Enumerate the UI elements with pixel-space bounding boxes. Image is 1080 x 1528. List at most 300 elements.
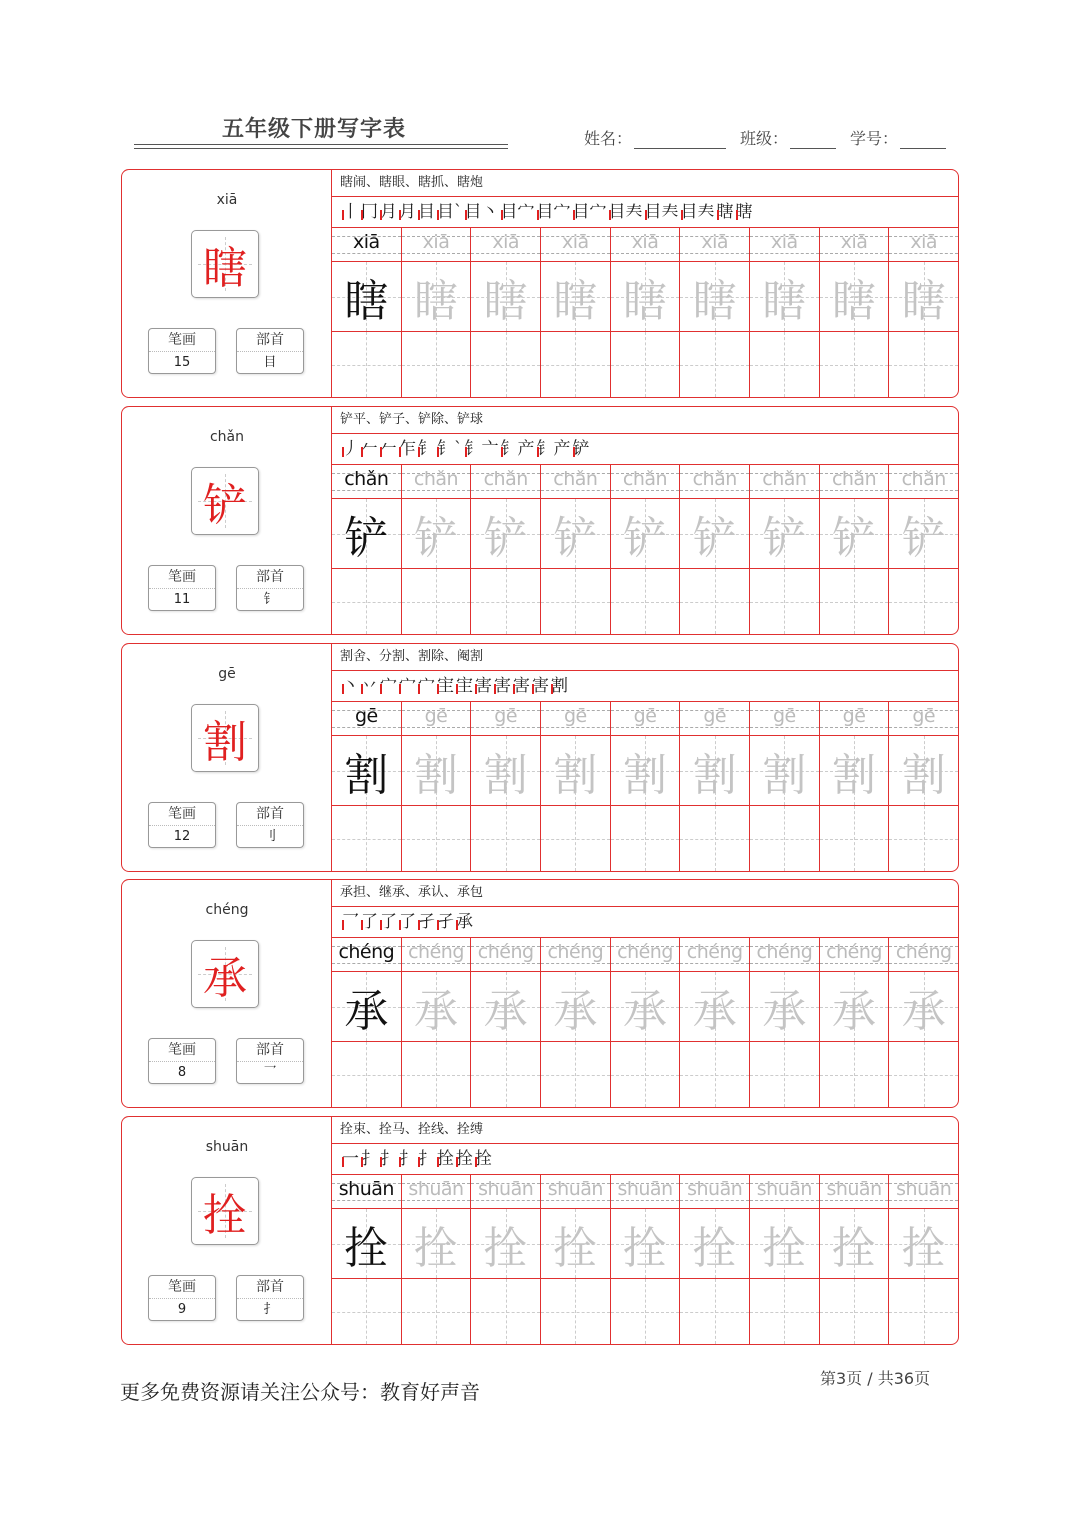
blank-practice-cell[interactable]	[750, 1279, 819, 1344]
character-trace: 铲	[414, 512, 458, 564]
character-practice-cell[interactable]	[889, 736, 958, 806]
character-display-box	[191, 704, 259, 772]
character-practice-cell[interactable]	[680, 1209, 749, 1279]
blank-practice-cell[interactable]	[332, 1042, 401, 1107]
pinyin-practice-cell[interactable]	[402, 1175, 471, 1209]
character-practice-cell[interactable]	[402, 262, 471, 332]
pinyin-trace: chéng	[408, 941, 464, 963]
pinyin-trace: gē	[772, 705, 796, 727]
class-blank[interactable]	[790, 128, 836, 149]
pinyin-practice-cell[interactable]	[541, 465, 610, 499]
pinyin-practice-cell[interactable]	[611, 702, 680, 736]
character-model: 承	[344, 985, 389, 1037]
pinyin-practice-cell[interactable]	[332, 1175, 401, 1209]
blank-practice-cell[interactable]	[750, 806, 819, 871]
stroke-order-step: 目𡗗	[608, 202, 643, 222]
character-practice-cell[interactable]	[611, 499, 680, 569]
character-practice-cell[interactable]	[541, 262, 610, 332]
character-practice-cell[interactable]	[889, 972, 958, 1042]
stroke-order-step: 瞎	[735, 202, 753, 222]
character-trace: 瞎	[901, 275, 946, 327]
pinyin-practice-cell[interactable]	[889, 702, 958, 736]
practice-grid	[332, 1175, 958, 1344]
stroke-count-box	[148, 1275, 216, 1321]
character-trace: 承	[414, 985, 458, 1037]
character-practice-cell[interactable]	[750, 736, 819, 806]
blank-practice-cell[interactable]	[889, 569, 958, 634]
practice-column	[541, 938, 611, 1107]
character-practice-cell[interactable]	[402, 499, 471, 569]
blank-practice-cell[interactable]	[611, 569, 680, 634]
name-field[interactable]	[584, 126, 740, 149]
pinyin-practice-cell[interactable]	[680, 938, 749, 972]
stroke-count-label: 笔画	[149, 803, 215, 826]
character-practice-cell[interactable]	[541, 972, 610, 1042]
stroke-order-step: 扌	[380, 1149, 397, 1169]
character-trace: 拴	[762, 1222, 807, 1274]
page-title: 五年级下册写字表	[222, 117, 407, 142]
stroke-order-step: 拴	[456, 1149, 473, 1169]
stroke-order-step: 害	[532, 676, 549, 696]
blank-practice-cell[interactable]	[680, 569, 749, 634]
character-trace: 铲	[762, 512, 807, 564]
blank-practice-cell[interactable]	[541, 1042, 610, 1107]
character-practice-cell[interactable]	[332, 736, 401, 806]
practice-column	[611, 938, 681, 1107]
practice-panel	[332, 644, 958, 871]
practice-column	[889, 1175, 958, 1344]
stroke-order-step: 扌	[418, 1149, 435, 1169]
stroke-order-step: 拴	[437, 1149, 454, 1169]
character-card	[121, 1116, 959, 1345]
stroke-order-step: 害	[494, 676, 511, 696]
radical-box	[236, 1038, 304, 1084]
pinyin-practice-cell[interactable]	[680, 702, 749, 736]
stroke-order-row	[332, 907, 958, 938]
character-practice-cell[interactable]	[750, 262, 819, 332]
blank-practice-cell[interactable]	[332, 332, 401, 397]
blank-practice-cell[interactable]	[541, 332, 610, 397]
pinyin-practice-cell[interactable]	[611, 938, 680, 972]
blank-practice-cell[interactable]	[332, 1279, 401, 1344]
practice-column	[820, 228, 890, 397]
character-model: 铲	[344, 512, 389, 564]
practice-column	[541, 465, 611, 634]
practice-column	[889, 465, 958, 634]
pinyin-practice-cell[interactable]	[332, 228, 401, 262]
character-glyph: 承	[203, 953, 247, 1004]
practice-column	[820, 1175, 890, 1344]
blank-practice-cell[interactable]	[680, 1279, 749, 1344]
stroke-order-step: 冂	[361, 202, 378, 222]
pinyin-practice-cell[interactable]	[611, 228, 680, 262]
student-number-blank[interactable]	[900, 128, 946, 149]
blank-practice-cell[interactable]	[541, 806, 610, 871]
practice-grid	[332, 938, 958, 1107]
character-practice-cell[interactable]	[402, 1209, 471, 1279]
pinyin-practice-cell[interactable]	[820, 228, 889, 262]
practice-column	[471, 465, 541, 634]
pinyin-practice-cell[interactable]	[889, 938, 958, 972]
stroke-order-step: 扌	[361, 1149, 378, 1169]
pinyin-practice-cell[interactable]	[820, 465, 889, 499]
blank-practice-cell[interactable]	[611, 1279, 680, 1344]
stroke-count-box	[148, 1038, 216, 1084]
stroke-count-value: 8	[177, 1065, 187, 1080]
stroke-order-step: 目𡗗	[680, 202, 715, 222]
character-practice-cell[interactable]	[471, 1209, 540, 1279]
character-practice-cell[interactable]	[402, 972, 471, 1042]
character-practice-cell[interactable]	[680, 736, 749, 806]
pinyin-practice-cell[interactable]	[750, 1175, 819, 1209]
blank-practice-cell[interactable]	[402, 1279, 471, 1344]
practice-column	[471, 938, 541, 1107]
character-practice-cell[interactable]	[820, 972, 889, 1042]
name-blank[interactable]	[634, 128, 726, 149]
footer-promo: 更多免费资源请关注公众号：教育好声音	[120, 1380, 480, 1404]
character-practice-cell[interactable]	[611, 972, 680, 1042]
pinyin-trace: gē	[424, 705, 448, 727]
stroke-order-step: 丿	[342, 439, 359, 459]
pinyin-trace: chéng	[826, 941, 882, 963]
student-number-field[interactable]	[850, 126, 946, 149]
page-indicator: 第3页 / 共36页	[820, 1369, 931, 1388]
blank-practice-cell[interactable]	[471, 569, 540, 634]
character-info-panel	[122, 407, 332, 634]
character-practice-cell[interactable]	[820, 262, 889, 332]
pinyin-trace: chǎn	[622, 468, 668, 490]
blank-practice-cell[interactable]	[611, 1042, 680, 1107]
pinyin-trace: shuān	[896, 1178, 952, 1200]
blank-practice-cell[interactable]	[541, 569, 610, 634]
pinyin-trace: xiā	[840, 231, 868, 253]
pinyin-model: chǎn	[344, 468, 389, 490]
character-card	[121, 406, 959, 635]
pinyin-practice-cell[interactable]	[402, 465, 471, 499]
character-trace: 割	[901, 749, 946, 801]
pinyin-practice-cell[interactable]	[680, 465, 749, 499]
practice-column	[750, 1175, 820, 1344]
blank-practice-cell[interactable]	[680, 332, 749, 397]
character-info-panel	[122, 880, 332, 1107]
stroke-order-step: 铲	[572, 439, 590, 459]
pinyin-practice-cell[interactable]	[820, 702, 889, 736]
character-model: 割	[344, 749, 389, 801]
character-practice-cell[interactable]	[541, 736, 610, 806]
practice-column	[750, 702, 820, 871]
radical-label: 部首	[237, 566, 303, 589]
pinyin-trace: chéng	[686, 941, 743, 963]
blank-practice-cell[interactable]	[402, 806, 471, 871]
practice-panel	[332, 170, 958, 397]
pinyin-practice-cell[interactable]	[750, 702, 819, 736]
title-underline	[134, 148, 508, 149]
character-glyph: 瞎	[203, 243, 247, 294]
radical-value: 扌	[263, 1302, 277, 1317]
character-practice-cell[interactable]	[611, 262, 680, 332]
pinyin-practice-cell[interactable]	[402, 938, 471, 972]
pinyin-trace: chǎn	[831, 468, 877, 490]
practice-grid	[332, 465, 958, 634]
pinyin-practice-cell[interactable]	[471, 938, 540, 972]
practice-column	[820, 702, 890, 871]
pinyin-trace: shuān	[478, 1178, 534, 1200]
student-info-fields	[584, 126, 946, 149]
class-label: 班级：	[740, 129, 789, 148]
practice-column	[680, 938, 750, 1107]
practice-column	[820, 465, 890, 634]
pinyin-practice-cell[interactable]	[541, 938, 610, 972]
stroke-order-step: 𠂉	[380, 439, 397, 459]
pinyin-trace: xiā	[492, 231, 520, 253]
stroke-count-label: 笔画	[149, 1039, 215, 1062]
character-practice-cell[interactable]	[332, 1209, 401, 1279]
blank-practice-cell[interactable]	[750, 569, 819, 634]
practice-column	[820, 938, 890, 1107]
practice-panel	[332, 1117, 958, 1344]
pinyin-trace: gē	[912, 705, 936, 727]
character-trace: 铲	[553, 512, 598, 564]
practice-column	[750, 465, 820, 634]
pinyin-trace: shuān	[756, 1178, 812, 1200]
blank-practice-cell[interactable]	[471, 332, 540, 397]
pinyin-practice-cell[interactable]	[889, 1175, 958, 1209]
character-trace: 承	[832, 985, 877, 1037]
blank-practice-cell[interactable]	[402, 569, 471, 634]
pinyin-practice-cell[interactable]	[750, 228, 819, 262]
stroke-order-step: 丨	[342, 202, 359, 222]
blank-practice-cell[interactable]	[820, 332, 889, 397]
blank-practice-cell[interactable]	[889, 806, 958, 871]
blank-practice-cell[interactable]	[820, 806, 889, 871]
character-practice-cell[interactable]	[541, 499, 610, 569]
character-practice-cell[interactable]	[889, 262, 958, 332]
blank-practice-cell[interactable]	[889, 332, 958, 397]
blank-practice-cell[interactable]	[820, 569, 889, 634]
practice-column	[889, 228, 958, 397]
pinyin-practice-cell[interactable]	[750, 465, 819, 499]
character-practice-cell[interactable]	[820, 499, 889, 569]
character-model: 瞎	[344, 275, 389, 327]
character-trace: 瞎	[623, 275, 668, 327]
character-practice-cell[interactable]	[820, 1209, 889, 1279]
character-practice-cell[interactable]	[750, 972, 819, 1042]
pinyin-practice-cell[interactable]	[402, 702, 471, 736]
pinyin-trace: xiā	[631, 231, 659, 253]
character-practice-cell[interactable]	[680, 972, 749, 1042]
pinyin-practice-cell[interactable]	[680, 1175, 749, 1209]
character-practice-cell[interactable]	[820, 736, 889, 806]
practice-column	[402, 938, 472, 1107]
stroke-count-box	[148, 802, 216, 848]
character-card	[121, 643, 959, 872]
blank-practice-cell[interactable]	[332, 569, 401, 634]
blank-practice-cell[interactable]	[750, 1042, 819, 1107]
radical-value: 钅	[263, 592, 277, 607]
stroke-order-step: 目	[418, 202, 435, 222]
pinyin-practice-cell[interactable]	[611, 1175, 680, 1209]
blank-practice-cell[interactable]	[332, 806, 401, 871]
radical-box	[236, 328, 304, 374]
pinyin-trace: gē	[842, 705, 866, 727]
stroke-order-step: 一	[342, 1149, 359, 1169]
character-trace: 铲	[901, 512, 946, 564]
radical-box	[236, 565, 304, 611]
stroke-order-step: 了	[361, 912, 378, 932]
pinyin-trace: gē	[563, 705, 587, 727]
character-pinyin: shuān	[205, 1139, 249, 1155]
practice-column	[402, 465, 472, 634]
radical-box	[236, 802, 304, 848]
character-trace: 拴	[483, 1222, 528, 1274]
character-trace: 割	[483, 749, 528, 801]
pinyin-practice-cell[interactable]	[889, 465, 958, 499]
stroke-count-label: 笔画	[149, 566, 215, 589]
character-info-panel	[122, 170, 332, 397]
pinyin-practice-cell[interactable]	[611, 465, 680, 499]
character-practice-cell[interactable]	[471, 262, 540, 332]
character-card	[121, 879, 959, 1108]
character-practice-cell[interactable]	[541, 1209, 610, 1279]
blank-practice-cell[interactable]	[471, 1279, 540, 1344]
character-practice-cell[interactable]	[332, 499, 401, 569]
character-trace: 瞎	[762, 275, 807, 327]
character-practice-cell[interactable]	[750, 499, 819, 569]
blank-practice-cell[interactable]	[889, 1279, 958, 1344]
example-words: 瞎闹、瞎眼、瞎抓、瞎炮	[332, 170, 958, 197]
blank-practice-cell[interactable]	[541, 1279, 610, 1344]
blank-practice-cell[interactable]	[402, 1042, 471, 1107]
blank-practice-cell[interactable]	[471, 1042, 540, 1107]
pinyin-practice-cell[interactable]	[820, 1175, 889, 1209]
character-trace: 拴	[553, 1222, 598, 1274]
pinyin-practice-cell[interactable]	[541, 1175, 610, 1209]
example-words: 承担、继承、承认、承包	[332, 880, 958, 907]
stroke-order-step: 割	[551, 676, 568, 696]
blank-practice-cell[interactable]	[750, 332, 819, 397]
stroke-order-step: 孑	[437, 912, 454, 932]
practice-panel	[332, 880, 958, 1107]
practice-column	[332, 938, 402, 1107]
name-label: 姓名：	[584, 129, 633, 148]
radical-label: 部首	[237, 329, 303, 352]
stroke-order-step: 目宀	[500, 202, 535, 222]
character-practice-cell[interactable]	[611, 736, 680, 806]
stroke-order-step: 钅`	[437, 439, 463, 459]
pinyin-practice-cell[interactable]	[471, 228, 540, 262]
practice-column	[611, 702, 681, 871]
practice-column	[611, 228, 681, 397]
pinyin-trace: shuān	[547, 1178, 603, 1200]
pinyin-practice-cell[interactable]	[541, 228, 610, 262]
practice-column	[332, 228, 402, 397]
character-practice-cell[interactable]	[471, 499, 540, 569]
character-trace: 拴	[832, 1222, 877, 1274]
practice-column	[471, 702, 541, 871]
character-practice-cell[interactable]	[402, 736, 471, 806]
radical-value: 目	[263, 355, 277, 370]
stroke-count-value: 15	[173, 355, 191, 370]
character-practice-cell[interactable]	[680, 499, 749, 569]
character-card	[121, 169, 959, 398]
pinyin-practice-cell[interactable]	[889, 228, 958, 262]
student-number-label: 学号：	[850, 129, 899, 148]
character-trace: 割	[762, 749, 807, 801]
stroke-order-step: 目`	[437, 202, 463, 222]
stroke-order-step: 目𡗗	[644, 202, 679, 222]
character-practice-cell[interactable]	[611, 1209, 680, 1279]
pinyin-model: chéng	[338, 941, 395, 963]
character-model: 拴	[344, 1222, 389, 1274]
pinyin-practice-cell[interactable]	[332, 938, 401, 972]
pinyin-practice-cell[interactable]	[332, 465, 401, 499]
character-practice-cell[interactable]	[889, 499, 958, 569]
blank-practice-cell[interactable]	[611, 332, 680, 397]
pinyin-practice-cell[interactable]	[541, 702, 610, 736]
blank-practice-cell[interactable]	[820, 1042, 889, 1107]
practice-column	[332, 465, 402, 634]
pinyin-practice-cell[interactable]	[471, 1175, 540, 1209]
blank-practice-cell[interactable]	[611, 806, 680, 871]
character-pinyin: chǎn	[209, 429, 245, 445]
character-trace: 瞎	[832, 275, 877, 327]
character-practice-cell[interactable]	[471, 972, 540, 1042]
pinyin-practice-cell[interactable]	[680, 228, 749, 262]
character-practice-cell[interactable]	[332, 972, 401, 1042]
practice-column	[541, 1175, 611, 1344]
blank-practice-cell[interactable]	[680, 1042, 749, 1107]
blank-practice-cell[interactable]	[471, 806, 540, 871]
practice-panel	[332, 407, 958, 634]
pinyin-practice-cell[interactable]	[820, 938, 889, 972]
character-trace: 拴	[414, 1222, 458, 1274]
practice-column	[680, 702, 750, 871]
blank-practice-cell[interactable]	[402, 332, 471, 397]
stroke-order-step: 𠂉	[361, 439, 378, 459]
pinyin-practice-cell[interactable]	[332, 702, 401, 736]
stroke-order-row	[332, 434, 958, 465]
stroke-order-step: 孑	[418, 912, 435, 932]
character-practice-cell[interactable]	[750, 1209, 819, 1279]
pinyin-trace: shuān	[617, 1178, 673, 1200]
stroke-order-step: 扌	[399, 1149, 416, 1169]
radical-value: 刂	[263, 829, 277, 844]
pinyin-practice-cell[interactable]	[471, 465, 540, 499]
character-practice-cell[interactable]	[332, 262, 401, 332]
class-field[interactable]	[740, 126, 850, 149]
pinyin-practice-cell[interactable]	[750, 938, 819, 972]
practice-column	[611, 465, 681, 634]
pinyin-practice-cell[interactable]	[471, 702, 540, 736]
stroke-count-value: 11	[173, 592, 191, 607]
blank-practice-cell[interactable]	[820, 1279, 889, 1344]
pinyin-trace: shuān	[826, 1178, 882, 1200]
radical-value: 乛	[263, 1065, 277, 1080]
character-practice-cell[interactable]	[471, 736, 540, 806]
character-glyph: 拴	[203, 1190, 247, 1241]
pinyin-practice-cell[interactable]	[402, 228, 471, 262]
character-trace: 承	[762, 985, 807, 1037]
character-practice-cell[interactable]	[680, 262, 749, 332]
practice-grid	[332, 228, 958, 397]
stroke-count-box	[148, 328, 216, 374]
practice-column	[402, 702, 472, 871]
character-practice-cell[interactable]	[889, 1209, 958, 1279]
stroke-order-step: 丶	[342, 676, 359, 696]
stroke-order-step: 钅产	[500, 439, 535, 459]
blank-practice-cell[interactable]	[680, 806, 749, 871]
blank-practice-cell[interactable]	[889, 1042, 958, 1107]
